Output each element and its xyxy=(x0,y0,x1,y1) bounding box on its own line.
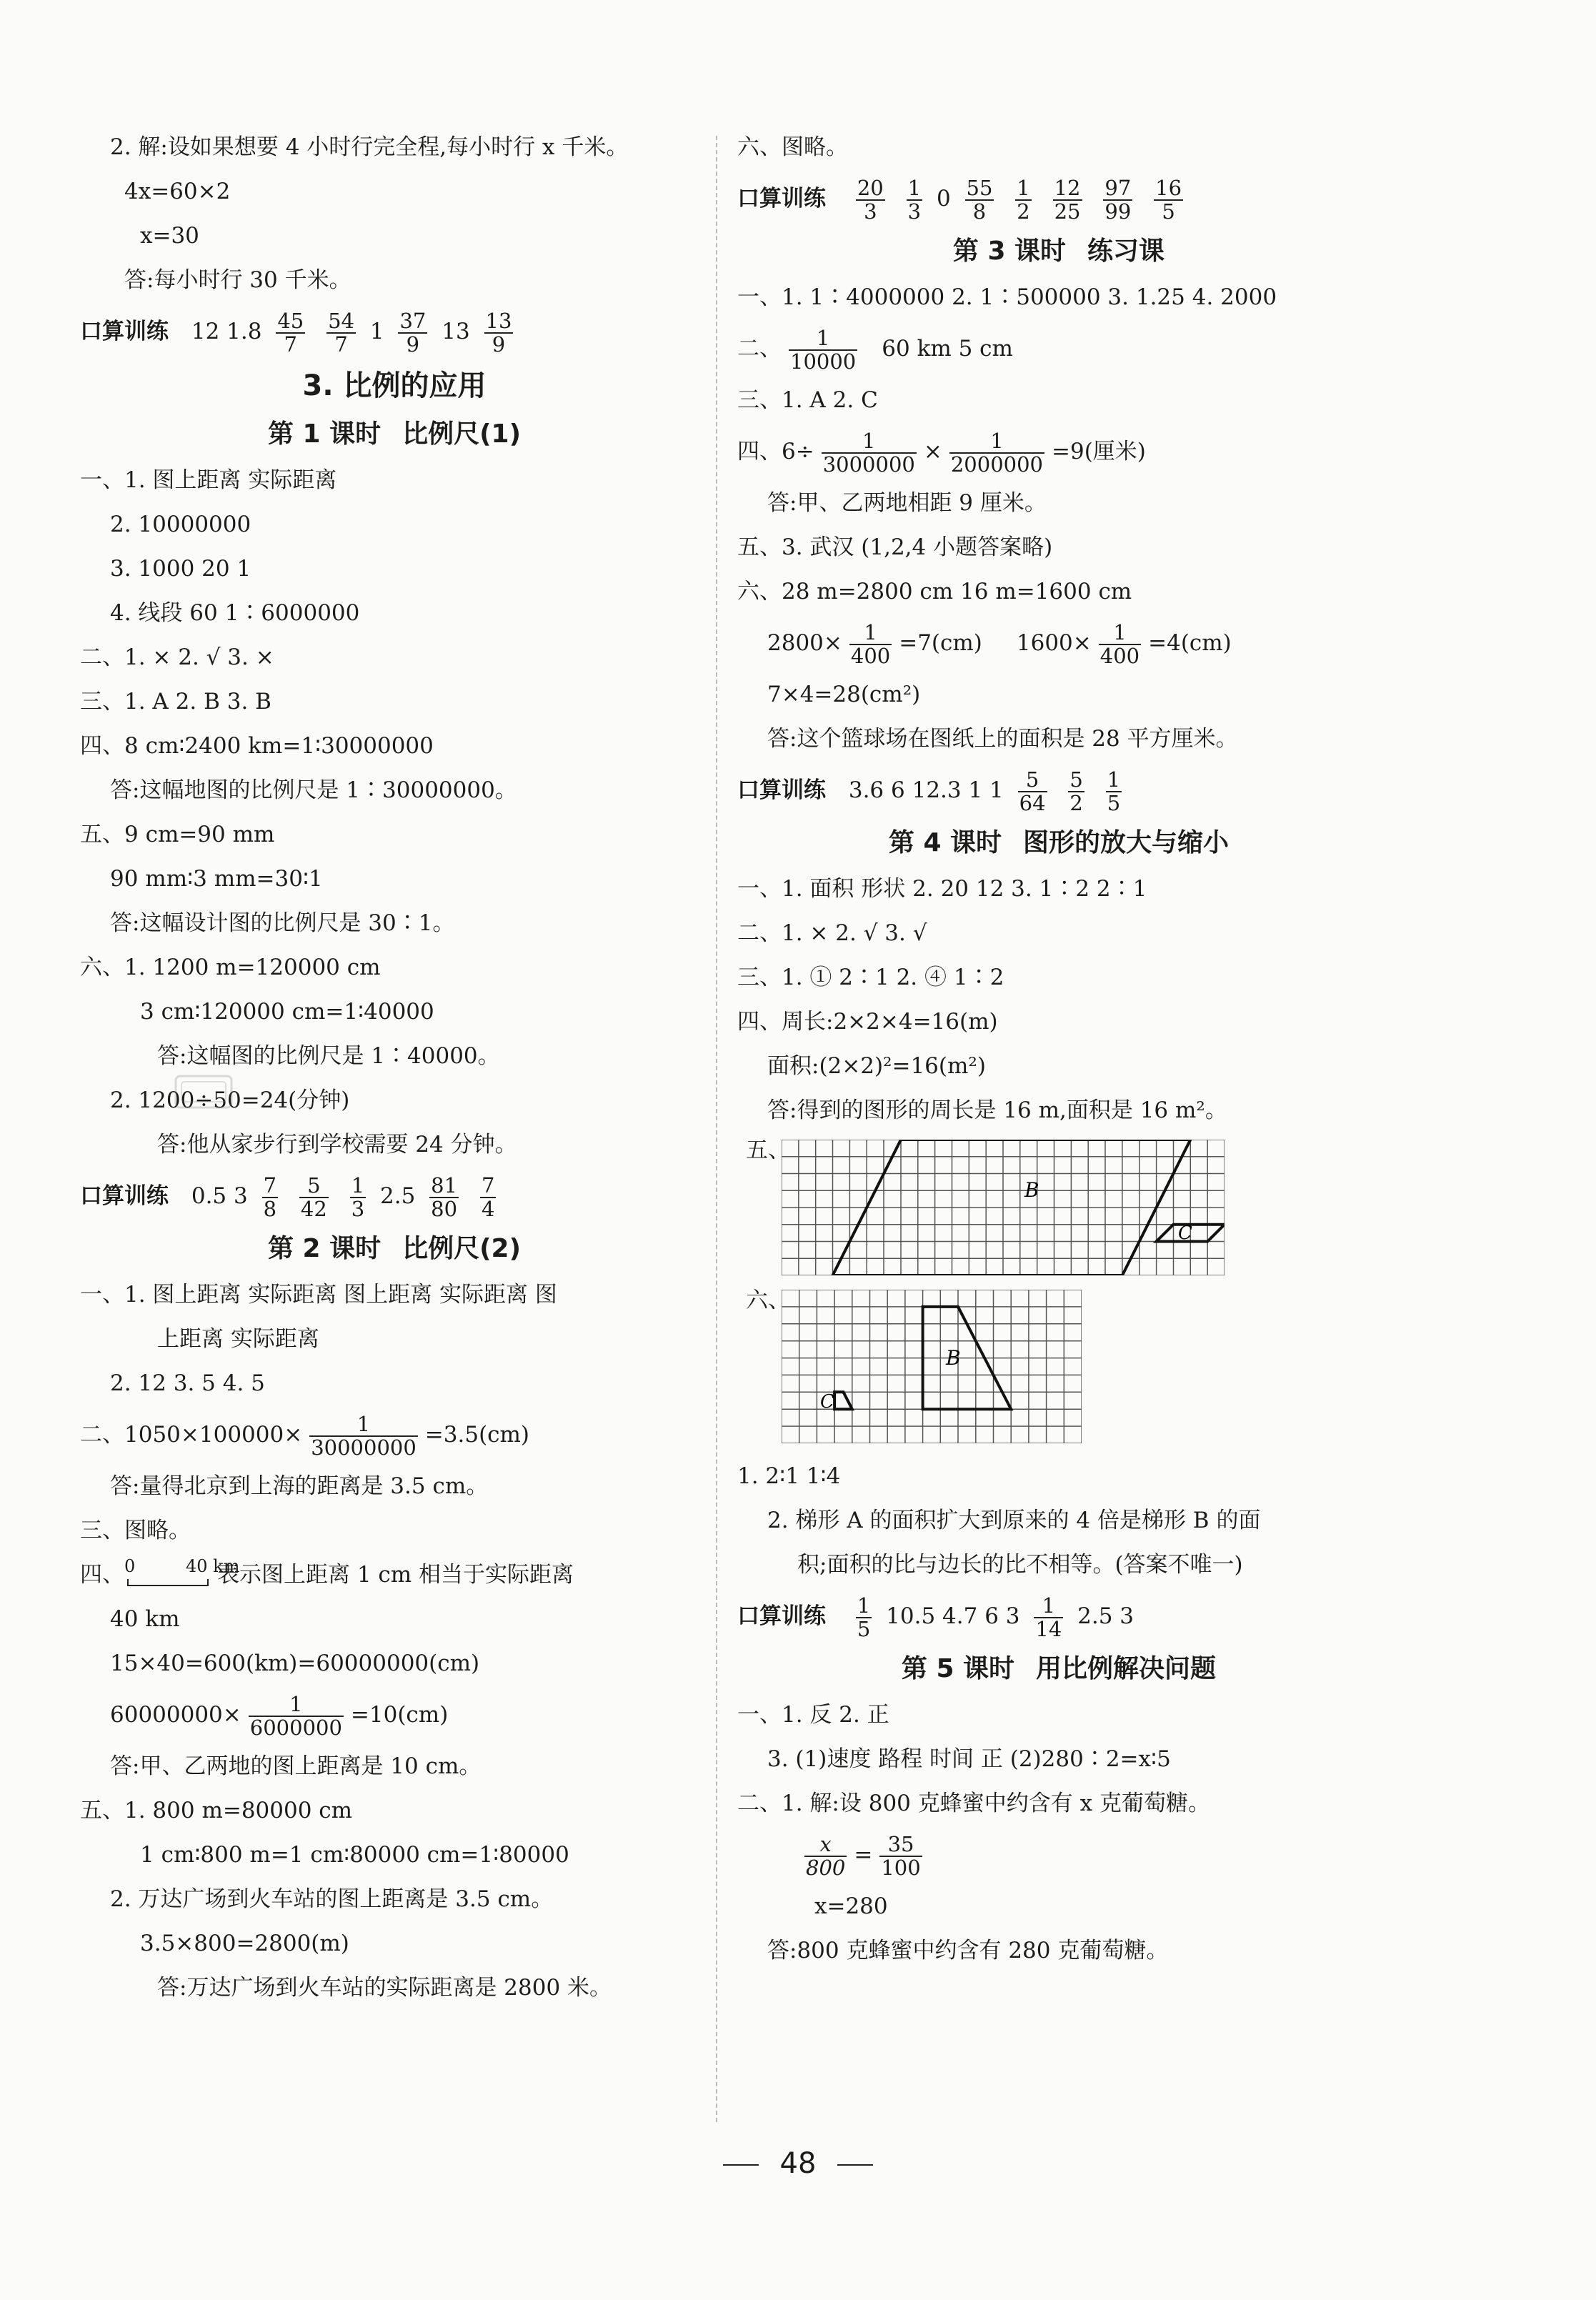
answer-line: 二、1. × 2. √ 3. √ xyxy=(737,920,927,946)
oral-calc-row: 口算训练 12 1.8 $\frac{45}{7}$ $\frac{54}{7}$ 1 $\frac{37}{9}$ 13 $\frac{13}{9}$ xyxy=(80,309,512,357)
answer-line: 二、 $\frac{1}{10000}$ 60 km 5 cm xyxy=(737,326,1013,374)
section-title: 3. 比例的应用 xyxy=(302,369,487,402)
fraction: $\frac{54}{7}$ xyxy=(328,309,354,357)
answer-line: 3 cm∶120000 cm=1∶40000 xyxy=(140,999,434,1025)
answer-line: 六、28 m=2800 cm 16 m=1600 cm xyxy=(737,579,1132,604)
answer-line: 2. 解:设如果想要 4 小时行完全程,每小时行 x 千米。 xyxy=(110,134,629,160)
answer-line: 3. (1)速度 路程 时间 正 (2)280∶2=x∶5 xyxy=(767,1746,1171,1772)
answer-line: 2. 10000000 xyxy=(110,512,251,537)
fraction: $\frac{7}{4}$ xyxy=(481,1173,495,1221)
shape-label-c: C xyxy=(1178,1223,1192,1244)
answer-line: 答:800 克蜂蜜中约含有 280 克葡萄糖。 xyxy=(767,1938,1169,1963)
answer-line: 4x=60×2 xyxy=(124,179,231,204)
fraction: $\frac{1}{400}$ xyxy=(1099,620,1140,668)
answer-line: 答:量得北京到上海的距离是 3.5 cm。 xyxy=(110,1473,489,1499)
oral-calc-row: 口算训练 0.5 3 $\frac{7}{8}$ $\frac{5}{42}$ $\frac{1}{3}$ 2.5 $\frac{81}{80}$ $\frac{7}{4}$ xyxy=(80,1173,495,1221)
fraction: $\frac{1}{2}$ xyxy=(1017,176,1030,224)
answer-line: 三、图略。 xyxy=(80,1518,191,1543)
answer-line: 四、8 cm∶2400 km=1∶30000000 xyxy=(80,733,434,759)
answer-line: 三、1. A 2. B 3. B xyxy=(80,689,271,715)
answer-line: 答:这个篮球场在图纸上的面积是 28 平方厘米。 xyxy=(767,726,1238,752)
answer-line: 一、1. 面积 形状 2. 20 12 3. 1∶2 2∶1 xyxy=(737,876,1147,902)
oral-calc-row: 口算训练 3.6 6 12.3 1 1 $\frac{5}{64}$ $\frac{5}{2}$ $\frac{1}{5}$ xyxy=(737,767,1121,815)
answer-line: x=280 xyxy=(814,1893,888,1919)
answer-line: 答:甲、乙两地相距 9 厘米。 xyxy=(767,490,1047,516)
grid-figure-six: 六、 B C xyxy=(737,1283,1380,1454)
answer-line: 答:他从家步行到学校需要 24 分钟。 xyxy=(157,1132,517,1158)
grid-drawing xyxy=(782,1140,1225,1275)
answer-line: $\frac{x}{800}$ = $\frac{35}{100}$ xyxy=(806,1832,921,1880)
fraction: $\frac{1}{3000000}$ xyxy=(822,429,915,477)
page-number: 48 xyxy=(0,2147,1596,2180)
answer-line: 2. 12 3. 5 4. 5 xyxy=(110,1370,265,1396)
column-divider xyxy=(716,136,717,2122)
scale-bar: 0 40 km xyxy=(124,1562,217,1590)
fraction: $\frac{1}{5}$ xyxy=(857,1593,871,1641)
lesson-title: 第 4 课时 图形的放大与缩小 xyxy=(888,828,1230,857)
answer-line: 3. 1000 20 1 xyxy=(110,556,251,582)
answer-line: 面积:(2×2)²=16(m²) xyxy=(767,1053,986,1079)
answer-line: 上距离 实际距离 xyxy=(157,1326,319,1352)
answer-line: 2. 万达广场到火车站的图上距离是 3.5 cm。 xyxy=(110,1886,554,1912)
fraction: $\frac{1}{3}$ xyxy=(351,1173,365,1221)
answer-line: 90 mm∶3 mm=30∶1 xyxy=(110,866,323,892)
fraction: $\frac{5}{42}$ xyxy=(300,1173,327,1221)
answer-line: 四、周长:2×2×4=16(m) xyxy=(737,1009,998,1035)
answer-line: 积;面积的比与边长的比不相等。(答案不唯一) xyxy=(797,1552,1243,1578)
oral-calc-row: 口算训练 $\frac{1}{5}$ 10.5 4.7 6 3 $\frac{1}{14}$ 2.5 3 xyxy=(737,1593,1134,1641)
shape-label-b: B xyxy=(1024,1178,1039,1202)
shape-label-c: C xyxy=(820,1391,834,1413)
answer-line: 一、1. 图上距离 实际距离 图上距离 实际距离 图 xyxy=(80,1282,557,1308)
fraction: $\frac{13}{9}$ xyxy=(485,309,512,357)
answer-line: 答:每小时行 30 千米。 xyxy=(124,267,351,293)
grid-drawing xyxy=(782,1290,1082,1443)
answer-line: 六、1. 1200 m=120000 cm xyxy=(80,955,381,980)
shape-label-b: B xyxy=(946,1346,961,1370)
watermark-stamp-icon xyxy=(171,1070,236,1113)
answer-line: 答:甲、乙两地的图上距离是 10 cm。 xyxy=(110,1753,482,1779)
answer-line: 答:这幅地图的比例尺是 1∶30000000。 xyxy=(110,777,517,803)
answer-line: 2. 梯形 A 的面积扩大到原来的 4 倍是梯形 B 的面 xyxy=(767,1508,1261,1533)
answer-line: 二、1. 解:设 800 克蜂蜜中约含有 x 克葡萄糖。 xyxy=(737,1791,1210,1816)
left-column xyxy=(80,125,709,2010)
fraction: $\frac{7}{8}$ xyxy=(263,1173,277,1221)
answer-line: x=30 xyxy=(140,223,199,249)
answer-line: 7×4=28(cm²) xyxy=(767,682,921,707)
answer-line: 40 km xyxy=(110,1606,180,1632)
fraction: $\frac{1}{400}$ xyxy=(850,620,891,668)
answer-line: 一、1. 图上距离 实际距离 xyxy=(80,467,337,493)
answer-line: 三、1. ① 2∶1 2. ④ 1∶2 xyxy=(737,965,1004,990)
answer-line: 五、9 cm=90 mm xyxy=(80,822,275,847)
fraction: $\frac{12}{25}$ xyxy=(1054,176,1081,224)
answer-line: 答:这幅图的比例尺是 1∶40000。 xyxy=(157,1043,500,1069)
answer-line: 4. 线段 60 1∶6000000 xyxy=(110,600,360,626)
fraction: $\frac{55}{8}$ xyxy=(966,176,993,224)
lesson-title: 第 3 课时 练习课 xyxy=(952,237,1165,266)
right-column xyxy=(737,125,1380,1973)
lesson-title: 第 5 课时 用比例解决问题 xyxy=(901,1654,1217,1683)
fraction: $\frac{1}{6000000}$ xyxy=(249,1692,342,1740)
fraction: $\frac{5}{2}$ xyxy=(1069,767,1083,815)
oral-calc-row: 口算训练 $\frac{20}{3}$ $\frac{1}{3}$ 0 $\frac{55}{8}$ $\frac{1}{2}$ $\frac{12}{25}$ $\frac{97}{99}$ $\frac{16}{5}$ xyxy=(737,176,1182,224)
answer-line: 3.5×800=2800(m) xyxy=(140,1931,349,1956)
answer-line: 四、 0 40 km 表示图上距离 1 cm 相当于实际距离 xyxy=(80,1553,709,1597)
fraction: $\frac{5}{64}$ xyxy=(1019,767,1046,815)
answer-line: 1 cm∶800 m=1 cm∶80000 cm=1∶80000 xyxy=(140,1842,569,1868)
answer-line: 五、3. 武汉 (1,2,4 小题答案略) xyxy=(737,534,1053,560)
answer-line: 答:万达广场到火车站的实际距离是 2800 米。 xyxy=(157,1975,612,2001)
answer-line: 答:得到的图形的周长是 16 m,面积是 16 m²。 xyxy=(767,1097,1227,1123)
fraction: $\frac{1}{10000}$ xyxy=(790,326,857,374)
fraction: $\frac{35}{100}$ xyxy=(881,1832,921,1880)
answer-line: 二、1050×100000× $\frac{1}{30000000}$ =3.5(cm) xyxy=(80,1412,530,1460)
grid-figure-five: 五、 B C xyxy=(737,1132,1380,1283)
answer-line: 1. 2∶1 1∶4 xyxy=(737,1463,841,1489)
fraction: $\frac{37}{9}$ xyxy=(399,309,427,357)
fraction: $\frac{20}{3}$ xyxy=(857,176,884,224)
answer-line: 2800× $\frac{1}{400}$ =7(cm) 1600× $\frac{1}{400}$ =4(cm) xyxy=(767,620,1232,668)
fraction: $\frac{81}{80}$ xyxy=(431,1173,458,1221)
fraction: $\frac{1}{30000000}$ xyxy=(311,1412,417,1460)
lesson-title: 第 1 课时 比例尺(1) xyxy=(267,419,522,449)
lesson-title: 第 2 课时 比例尺(2) xyxy=(267,1234,522,1263)
fraction: $\frac{x}{800}$ xyxy=(806,1832,846,1880)
answer-line: 一、1. 1∶4000000 2. 1∶500000 3. 1.25 4. 2000 xyxy=(737,284,1277,310)
trapezoid-c xyxy=(834,1392,852,1409)
answer-line: 2. 1200÷50=24(分钟) xyxy=(110,1087,350,1113)
fraction: $\frac{1}{3}$ xyxy=(907,176,922,224)
answer-line: 三、1. A 2. C xyxy=(737,387,878,413)
answer-line: 四、6÷ $\frac{1}{3000000}$ × $\frac{1}{2000000}$ =9(厘米) xyxy=(737,429,1146,477)
answer-line: 六、图略。 xyxy=(737,134,848,160)
fraction: $\frac{16}{5}$ xyxy=(1155,176,1182,224)
answer-line: 二、1. × 2. √ 3. × xyxy=(80,644,274,670)
fraction: $\frac{45}{7}$ xyxy=(277,309,304,357)
answer-line: 五、1. 800 m=80000 cm xyxy=(80,1798,353,1823)
answer-line: 一、1. 反 2. 正 xyxy=(737,1702,889,1728)
fraction: $\frac{1}{5}$ xyxy=(1107,767,1121,815)
answer-line: 60000000× $\frac{1}{6000000}$ =10(cm) xyxy=(110,1692,449,1740)
answer-line: 答:这幅设计图的比例尺是 30∶1。 xyxy=(110,910,455,936)
fraction: $\frac{1}{2000000}$ xyxy=(950,429,1043,477)
fraction: $\frac{1}{14}$ xyxy=(1035,1593,1062,1641)
fraction: $\frac{97}{99}$ xyxy=(1104,176,1132,224)
answer-line: 15×40=600(km)=60000000(cm) xyxy=(110,1651,480,1676)
